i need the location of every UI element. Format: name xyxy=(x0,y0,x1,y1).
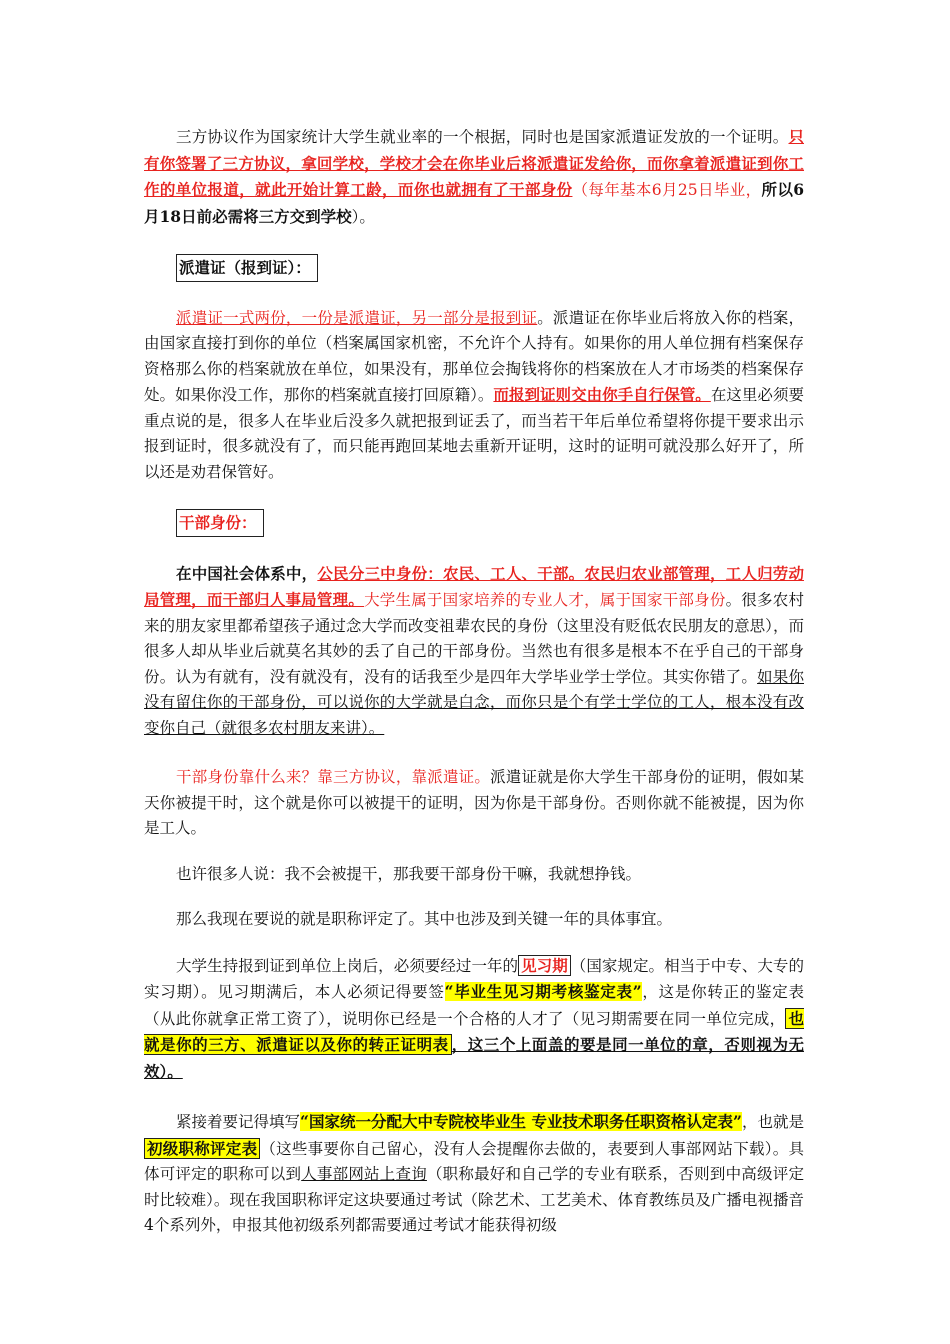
heading-row-cadre-status xyxy=(144,509,804,537)
emphasis-bold: 所以6月18日前必需将三方交到学校 xyxy=(144,180,804,226)
text-run: 。很多农村来的朋友家里都希望孩子通过念大学而改变祖辈农民的身份（这里没有贬低农民朋友的意思），而很多人却从毕业后就莫名其妙的丢了自己的干部身份。当然也有很多是根本不在乎自己的干部身份。认为有就有，没有就没有，没有的话我至少是四年大学毕业学士学位。其实你错了。 xyxy=(144,591,804,686)
heading-row-dispatch-cert xyxy=(144,254,804,282)
emphasis-red-bold: 而报到证则交由你手自行保管。 xyxy=(493,385,711,404)
paragraph-how-cadre xyxy=(144,765,804,842)
spacer xyxy=(144,282,804,306)
emphasis-red: 干部身份靠什么来？靠三方协议，靠派遣证。 xyxy=(176,768,491,786)
text-run: 。派遣证在你毕业后将放入你的档案，由国家直接打到你的单位（档案属国家机密，不允许个人持有。如果你的用人单位拥有档案保存资格那么你的档案就放在单位，如果没有，那单位会掏钱将你的档案放在人才市场类的档案保存处。如果你没工作，那你的档案就直接打回原籍）。 xyxy=(144,308,804,404)
emphasis-red-bold: 公民分三中身份：农民、工人、干部。农民归农业部管理，工人归劳动局管理，而干部归人事局管理。 xyxy=(144,563,804,609)
spacer xyxy=(144,230,804,254)
text-run: （国家规定。相当于中专、大专的实习期）。见习期满后，本人必须记得要签 xyxy=(144,956,804,1001)
section-heading-dispatch-cert: 派遣证（报到证）： xyxy=(176,254,318,282)
text-run: 大学生持报到证到单位上岗后，必须要经过一年的 xyxy=(176,956,519,975)
paragraph-tripartite-agreement xyxy=(144,124,804,230)
text-run: （职称最好和自己学的专业有联系，否则到中高级评定时比较难）。现在我国职称评定这块要通过考试（除艺术、工艺美术、体育教练员及广播电视播音4个系列外，申报其他初级系列都需要通过考试才能获得初级 xyxy=(144,1165,804,1234)
paragraph-dispatch-cert xyxy=(144,306,804,486)
paragraph-probation xyxy=(144,953,804,1086)
spacer xyxy=(144,887,804,907)
section-heading-cadre-status: 干部身份： xyxy=(176,509,264,537)
highlight-three-docs: 也就是你的三方、派遣证以及你的转正证明表 xyxy=(144,1008,804,1054)
emphasis-red: 只有你签署了三方协议，拿回学校，学校才会在你毕业后将派遣证发给你，而你拿着派遣证到你工作的单位报道，就此开始计算工龄，而你也就拥有了干部身份 xyxy=(144,127,804,199)
spacer xyxy=(144,537,804,561)
spacer xyxy=(144,933,804,953)
paragraph-qualification-form xyxy=(144,1109,804,1239)
spacer xyxy=(144,741,804,765)
underlined-text: 如果你没有留住你的干部身份，可以说你的大学就是白念，而你只是个有学士学位的工人，根本没有改变你自己（就很多农村朋友来讲）。 xyxy=(144,667,804,737)
underlined-bold: ，这三个上面盖的要是同一单位的章，否则视为无效）。 xyxy=(144,1035,804,1081)
highlight-junior-title: 初级职称评定表 xyxy=(144,1138,260,1159)
text-run: 紧接着要记得填写 xyxy=(176,1113,301,1131)
spacer xyxy=(144,485,804,509)
text-run: ）。 xyxy=(351,207,375,226)
text-run: 三方协议作为国家统计大学生就业率的一个根据，同时也是国家派遣证发放的一个证明。 xyxy=(176,128,789,146)
spacer xyxy=(144,1085,804,1109)
boxed-term-probation: 见习期 xyxy=(518,955,571,976)
emphasis-red: 派遣证一式两份，一份是派遣证，另一部分是报到证 xyxy=(176,308,538,327)
text-run: ，这是你转正的鉴定表（从此你就拿正常工资了），说明你已经是一个合格的人才了（见习期需要在同一单位完成， xyxy=(144,983,804,1028)
paragraph-earn-money: 也许很多人说：我不会被提干，那我要干部身份干嘛，我就想挣钱。 xyxy=(176,864,642,883)
paragraph-title-evaluation: 那么我现在要说的就是职称评定了。其中也涉及到关键一年的具体事宜。 xyxy=(176,910,673,928)
note-red: （每年基本6月25日毕业， xyxy=(572,181,762,199)
text-run: （这些事要你自己留心，没有人会提醒你去做的，表要到人事部网站下载）。具体可评定的职称可以到 xyxy=(144,1139,804,1183)
text-run: 在这里必须要重点说的是，很多人在毕业后没多久就把报到证丢了，而当若干年后单位希望将你提干要求出示报到证时，很多就没有了，而只能再跑回某地去重新开证明，这时的证明可就没那么好开了，所以还是劝君保管好。 xyxy=(144,386,804,481)
emphasis-red: 大学生属于国家培养的专业人才，属于国家干部身份 xyxy=(364,591,726,609)
highlight-qualification-form: “国家统一分配大中专院校毕业生 专业技术职务任职资格认定表” xyxy=(300,1112,742,1131)
document-page xyxy=(144,124,804,1239)
text-run: ，也就是 xyxy=(741,1113,804,1131)
emphasis-bold: 在中国社会体系中， xyxy=(176,563,318,583)
spacer xyxy=(144,842,804,862)
highlight-appraisal-form: “毕业生见习期考核鉴定表” xyxy=(444,982,642,1001)
text-run: 派遣证就是你大学生干部身份的证明，假如某天你被提干时，这个就是你可以被提干的证明，因为你是干部身份。否则你就不能被提，因为你是工人。 xyxy=(144,768,804,837)
underlined-text: 人事部网站上查询 xyxy=(301,1165,427,1183)
paragraph-cadre-status xyxy=(144,561,804,742)
